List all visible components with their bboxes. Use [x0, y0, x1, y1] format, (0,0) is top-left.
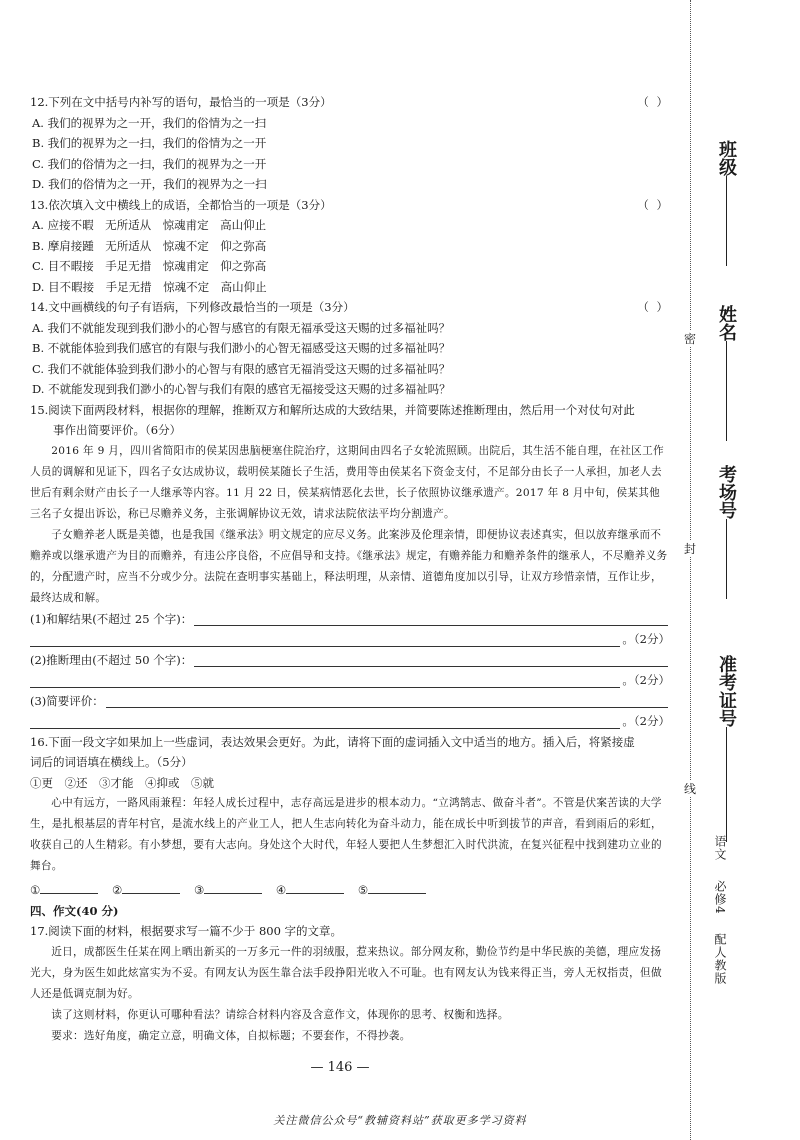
q16-word-list: ①更 ②还 ③才能 ④抑或 ⑤就 [30, 775, 214, 790]
q16-blank-1-label: ① [30, 883, 41, 897]
q14-option-a[interactable]: A. 我们不就能发现到我们渺小的心智与感官的有限无福承受这天赐的过多福祉吗？ [32, 320, 451, 335]
side-field-exam-room [712, 465, 740, 599]
side-line-exam-room[interactable] [726, 519, 727, 599]
q15-answer-1-line2[interactable] [30, 632, 620, 647]
q16-blanks [30, 877, 670, 901]
q16-blank-5[interactable] [368, 879, 426, 894]
side-subject: 语文 [713, 835, 727, 861]
q15-material-2: 子女赡养老人既是美德，也是我国《继承法》明文规定的应尽义务。此案涉及伦理亲情，即便协议表述真实，但以放弃继承而不赡养或以继承遗产为目的而赡养，有违公序良俗，不应倡导和支持。《继承法》规定，有赡养能力和赡养条件的继承人，不尽赡养义务的，分配遗产时，应当不分或少分。法院在查明事实基础上，释法明理，从亲情、道德角度加以引导，让双方珍惜亲情，互作让步，最终达成和解。 [30, 528, 668, 604]
question-area [30, 92, 670, 1047]
side-edition: 配人教版 [713, 933, 727, 986]
section-heading-composition: 四、作文(40 分) [30, 903, 119, 918]
q17-instruction: 读了这则材料，你更认可哪种看法？请综合材料内容及含意作文，体现你的思考、权衡和选择。 [51, 1008, 509, 1021]
q14-answer-bracket[interactable]: （ ） [637, 300, 670, 314]
q12-answer-bracket[interactable]: （ ） [637, 95, 670, 109]
q15-answer-3-line2[interactable] [30, 714, 620, 729]
q16-blank-2-label: ② [111, 883, 123, 897]
q16-blank-2[interactable] [122, 879, 180, 894]
q16-blank-4[interactable] [286, 879, 344, 894]
side-label-exam-room: 考场号 [716, 465, 737, 519]
q16-stem-line2: 词后的词语填在横线上。（5分） [30, 755, 193, 769]
q13-stem: 13.依次填入文中横线上的成语，全都恰当的一项是（3分） [30, 197, 332, 212]
q15-answer-1-line[interactable] [194, 611, 668, 626]
question-16 [30, 732, 670, 901]
q15-material-1: 2016 年 9 月，四川省简阳市的侯某因患脑梗塞住院治疗，这期间由四名子女轮流照顾。出院后，其生活不能自理，在社区工作人员的调解和见证下，四名子女达成协议，载明侯某随长子生活，费用等由侯某名下资金支付，不足部分由长子一人承担，加老人去世后有剩余财产由长子一人继承等内容。11 月 22 日，侯某病情恶化去世，长子依照协议继承遗产。2017 年 8 月中旬，侯某其他三名子女提出诉讼，称已尽赡养义务，主张调解协议无效，请求法院依法平均分割遗产。 [30, 444, 664, 520]
q15-answer-3 [30, 691, 670, 712]
q14-option-b[interactable]: B. 不就能体验到我们感官的有限与我们渺小的心智无福感受这天赐的过多福祉吗？ [32, 341, 451, 355]
q15-answer-1-cont [30, 629, 670, 650]
question-14 [30, 297, 670, 400]
q15-answer-1-label: (1)和解结果(不超过 25 个字)： [30, 611, 193, 626]
q12-option-d[interactable]: D. 我们的俗情为之一开，我们的视界为之一扫 [32, 177, 267, 191]
q15-answer-1-score: 。（2分） [622, 632, 670, 646]
question-13 [30, 195, 670, 298]
q17-material: 近日，成都医生任某在网上晒出新买的一万多元一件的羽绒服，惹来热议。部分网友称，勤俭节约是中华民族的美德，理应发扬光大，身为医生如此炫富实为不妥。有网友认为医生靠合法手段挣阳光收入不可耻。也有网友认为钱来得正当，旁人无权指责，但做人还是低调克制为好。 [30, 945, 662, 1000]
side-book-info [712, 835, 729, 999]
side-label-class: 班级 [716, 140, 737, 176]
q15-answer-2-label: (2)推断理由(不超过 50 个字)： [30, 652, 193, 667]
binding-dotted-line [690, 0, 691, 1140]
side-line-class[interactable] [726, 176, 727, 266]
side-field-ticket [712, 655, 740, 842]
question-12 [30, 92, 670, 195]
q13-option-a[interactable]: A. 应接不暇 无所适从 惊魂甫定 高山仰止 [32, 218, 267, 232]
q16-blank-3[interactable] [204, 879, 262, 894]
side-label-ticket: 准考证号 [716, 655, 737, 727]
seal-mark-mi: 密 [680, 330, 700, 347]
seal-mark-feng: 封 [680, 540, 700, 557]
q17-stem: 17.阅读下面的材料，根据要求写一篇不少于 800 字的文章。 [30, 924, 343, 938]
q14-option-d[interactable]: D. 不就能发现到我们渺小的心智与我们有限的感官无福接受这天赐的过多福祉吗？ [32, 382, 451, 396]
q12-option-a[interactable]: A. 我们的视界为之一开，我们的俗情为之一扫 [32, 115, 267, 130]
q16-blank-5-label: ⑤ [357, 883, 369, 897]
side-line-ticket[interactable] [726, 727, 727, 842]
q15-answer-3-score: 。（2分） [622, 714, 670, 728]
q15-answer-1 [30, 609, 670, 630]
side-line-name[interactable] [726, 341, 727, 441]
q13-answer-bracket[interactable]: （ ） [637, 197, 670, 212]
q16-passage: 心中有远方，一路风雨兼程：年轻人成长过程中，志存高远是进步的根本动力。“立鸿鹄志、做奋斗者”。不管是伏案苦读的大学生，是扎根基层的青年村官，是流水线上的产业工人，把人生志向转化为奋斗动力，能在成长中听到拔节的声音，看到雨后的彩虹，收获自己的人生精彩。有小梦想，要有大志向。身处这个大时代，年轻人要把人生梦想汇入时代洪流，在复兴征程中找到建功立业的舞台。 [30, 797, 662, 872]
q16-blank-1[interactable] [40, 879, 98, 894]
q15-answer-2-line[interactable] [194, 652, 668, 667]
q15-answer-2 [30, 650, 670, 671]
q16-blank-3-label: ③ [193, 883, 205, 897]
question-15 [30, 400, 670, 732]
q16-stem-line1: 16.下面一段文字如果加上一些虚词，表达效果会更好。为此，请将下面的虚词插入文中适当的地方。插入后，将紧接虚 [30, 734, 635, 749]
q12-option-b[interactable]: B. 我们的视界为之一扫，我们的俗情为之一开 [32, 136, 267, 150]
q13-option-b[interactable]: B. 摩肩接踵 无所适从 惊魂不定 仰之弥高 [32, 238, 267, 253]
side-book: 必修4 [713, 879, 727, 915]
footer-note: 关注微信公众号“教辅资料站”获取更多学习资料 [273, 1114, 527, 1127]
q15-stem-line1: 15.阅读下面两段材料，根据你的理解，推断双方和解所达成的大致结果，并简要陈述推断理由，然后用一个对仗句对此 [30, 402, 635, 417]
q13-option-c[interactable]: C. 目不暇接 手足无措 惊魂甫定 仰之弥高 [32, 259, 267, 273]
q14-option-c[interactable]: C. 我们不就能体验到我们渺小的心智与有限的感官无福消受这天赐的过多福祉吗？ [32, 361, 451, 376]
question-17 [30, 921, 670, 1047]
side-field-class [712, 140, 740, 266]
q15-answer-3-cont [30, 711, 670, 732]
page-number: — 146 — [310, 1060, 370, 1075]
seal-mark-xian: 线 [680, 780, 700, 797]
q13-option-d[interactable]: D. 目不暇接 手足无措 惊魂不定 高山仰止 [32, 279, 267, 294]
q15-stem-line2: 事作出简要评价。（6分） [53, 423, 182, 437]
q15-answer-2-cont [30, 670, 670, 691]
q17-requirements: 要求：选好角度，确定立意，明确文体，自拟标题；不要套作，不得抄袭。 [51, 1029, 411, 1042]
q15-answer-2-score: 。（2分） [622, 673, 670, 687]
q16-blank-4-label: ④ [275, 883, 287, 897]
q12-option-c[interactable]: C. 我们的俗情为之一扫，我们的视界为之一开 [32, 156, 267, 171]
q15-answer-3-line[interactable] [106, 693, 668, 708]
side-field-name [712, 305, 740, 441]
q15-answer-3-label: (3)简要评价： [30, 693, 104, 708]
side-label-name: 姓名 [716, 305, 737, 341]
q12-stem: 12.下列在文中括号内补写的语句，最恰当的一项是（3分） [30, 95, 332, 109]
q14-stem: 14.文中画横线的句子有语病，下列修改最恰当的一项是（3分） [30, 300, 355, 314]
q15-answer-2-line2[interactable] [30, 673, 620, 688]
